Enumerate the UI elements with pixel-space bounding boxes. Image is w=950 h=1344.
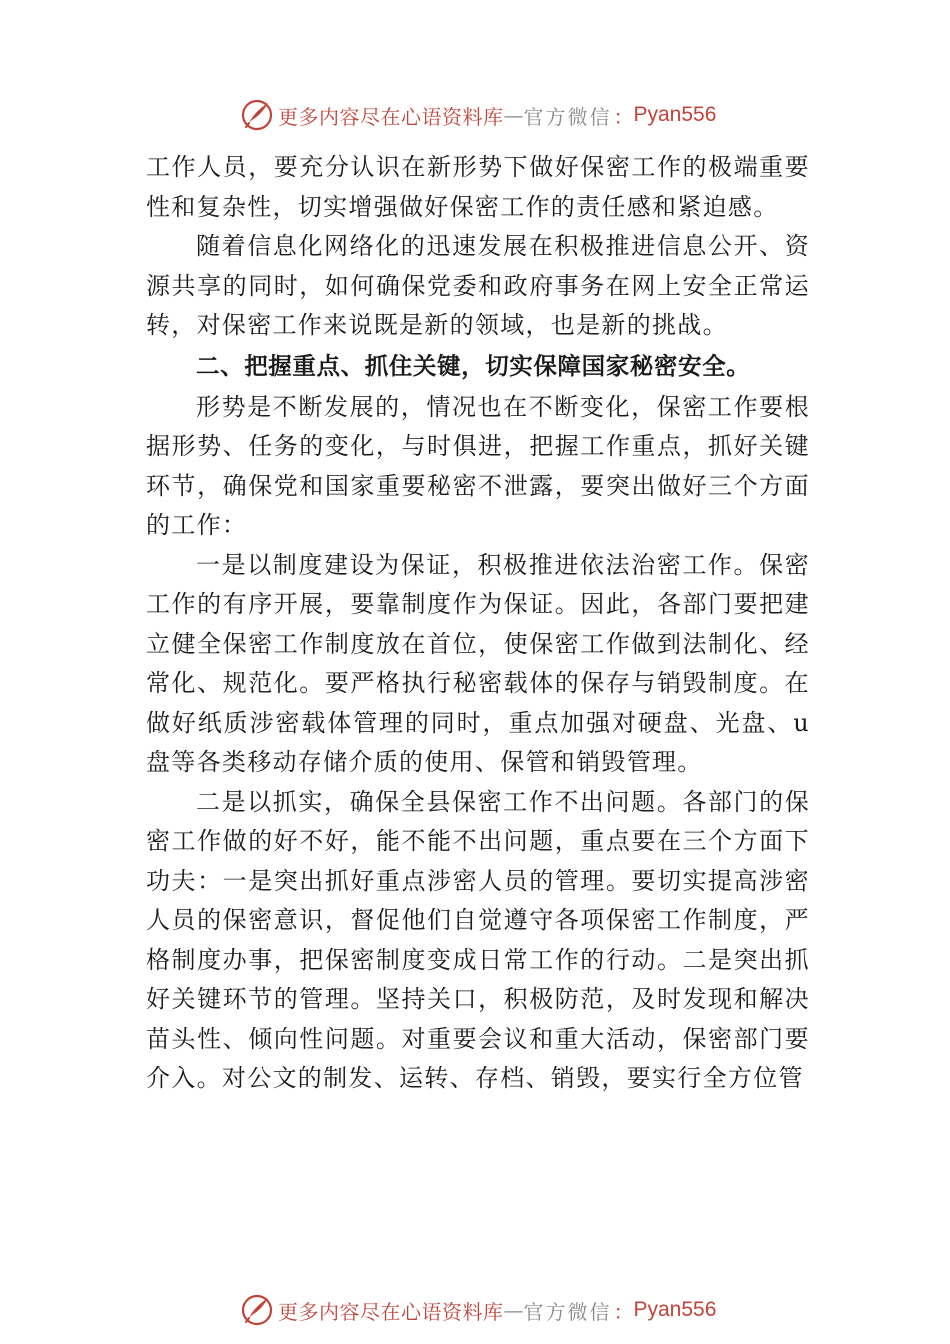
paragraph-5: 二是以抓实，确保全县保密工作不出问题。各部门的保密工作做的好不好，能不能不出问题，重点要在三个方面下功夫：一是突出抓好重点涉密人员的管理。要切实提高涉密人员的保密意识，督促他们自觉遵守各项保密工作制度，严格制度办事，把保密制度变成日常工作的行动。二是突出抓好关键环节的管理。坚持关口，积极防范，及时发现和解决苗头性、倾向性问题。对重要会议和重大活动，保密部门要介入。对公文的制发、运转、存档、销毁，要实行全方位管 [146, 787, 810, 1092]
paragraph-2: 随着信息化网络化的迅速发展在积极推进信息公开、资源共享的同时，如何确保党委和政府事务在网上安全正常运转，对保密工作来说既是新的领域，也是新的挑战。 [146, 232, 810, 339]
paragraph-4: 一是以制度建设为保证，积极推进依法治密工作。保密工作的有序开展，要靠制度作为保证。因此，各部门要把建立健全保密工作制度放在首位，使保密工作做到法制化、经常化、规范化。要严格执行秘密载体的保存与销毁制度。在做好纸质涉密载体管理的同时，重点加强对硬盘、光盘、u盘等各类移动存储介质的使用、保管和销毁管理。 [146, 550, 810, 776]
banner-separator: — [503, 1298, 524, 1322]
banner-wechat-id: Pyan556 [633, 103, 717, 126]
banner-wechat-id: Pyan556 [633, 1298, 717, 1321]
paragraph-3: 形势是不断发展的，情况也在不断变化，保密工作要根据形势、任务的变化，与时俱进，把握工作重点，抓好关键环节，确保党和国家重要秘密不泄露，要突出做好三个方面的工作： [146, 392, 810, 539]
banner-colon: ： [613, 104, 634, 129]
header-banner [0, 93, 950, 137]
banner-promo-text: 更多内容尽在心语资料库 [278, 1299, 504, 1324]
document-body [146, 148, 810, 1099]
quill-logo-icon [240, 98, 274, 132]
banner-wechat-label: 官方微信 [523, 104, 612, 129]
section-heading: 二、把握重点、抓住关键，切实保障国家秘密安全。 [196, 351, 751, 380]
quill-logo-icon [240, 1293, 274, 1327]
banner-separator: — [503, 103, 524, 127]
paragraph-1: 工作人员，要充分认识在新形势下做好保密工作的极端重要性和复杂性，切实增强做好保密工作的责任感和紧迫感。 [146, 153, 810, 221]
banner-wechat-label: 官方微信 [523, 1299, 612, 1324]
banner-colon: ： [613, 1299, 634, 1324]
banner-promo-text: 更多内容尽在心语资料库 [278, 104, 504, 129]
footer-banner [0, 1288, 950, 1332]
